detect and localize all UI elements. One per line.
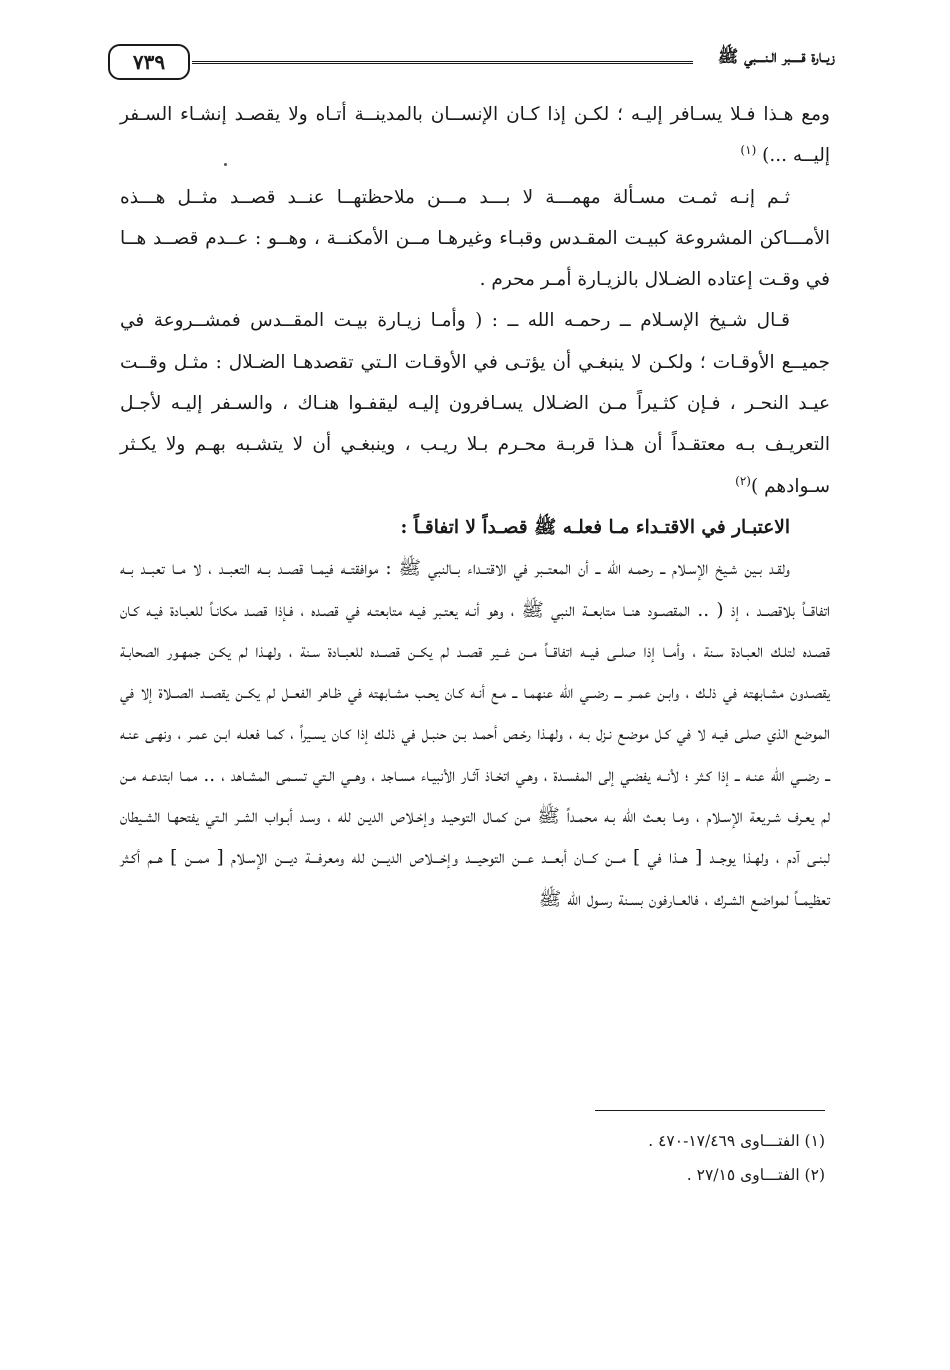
- footnote-2: (٢) الفتـــاوى ٢٧/١٥ .: [686, 1166, 825, 1184]
- page-number: ٧٣٩: [108, 44, 190, 80]
- paragraph-3-text: قـال شـيخ الإسـلام ــ رحمـه الله ــ : ( وأمـا زيـارة بيـت المقــدس فمشــروعة في جميــع الأوقـات ؛ ولكـن لا ينبغـي أن يؤتـى في الأوقـات الـتي تقصدهـا الضـلال : مثـل وقــت عيـد النحـر ، فـإن كثـيراً مـن الضـلال يسـافرون إليـه ليقفـوا هنـاك ، والسـفر إليـه لأجـل التعريـف بـه معتقـداً أن هـذا قربـة محـرم بـلا ريـب ، وينبغـي أن لا يتشـبه بهـم ولا يكـثر سـوادهم ): [120, 310, 830, 497]
- footnotes: [120, 1124, 825, 1192]
- scan-speck: [224, 163, 227, 166]
- footnote-separator: [595, 1110, 825, 1111]
- header-rule: [192, 61, 693, 64]
- section-heading: الاعتبـار في الاقتـداء مـا فعلـه ﷺ قصـداً لا اتفاقـاً :: [400, 516, 790, 538]
- paragraph-1-text: ومع هـذا فـلا يسـافر إليـه ؛ لكـن إذا كـان الإنســان بالمدينــة أتـاه ولا يقصـد إنشـاء السـفر إليــه ...): [120, 104, 830, 167]
- page-header: [108, 40, 835, 84]
- footnote-ref-2[interactable]: (٢): [735, 473, 751, 488]
- paragraph-4: ولقـد بـين شـيخ الإسـلام ــ رحمـه الله ــ أن المعتــبر في الاقتــداء بــالنبي ﷺ : موافقتــه فيمــا قصــد بــه التعبــد ، لا مــا تعبــد بــه اتفاقــاً بلاقصــد ، إذ ( .. المقصــود هنــا متابعــة النبي ﷺ ، وهو أنـه يعتـبر فيـه متابعتـه في قصـده ، فـإذا قصـد مكانـاً للعبـادة فيـه كـان قصـده لتلـك العبـادة سـنة ، وأمــا إذا صلــى فيــه اتفاقــاً مــن غــير قصــد لم يكــن قصــده للعبــادة سـنة ، ولهـذا لم يكـن جمهـور الصحابـة يقصـدون مشـابهته في ذلـك ، وابـن عمــر ـــ رضــي الله عنهمـا ــ مـع أنـه كـان يحـب مشـابهته في ظـاهر الفعــل لم يكــن يقصــد الصــلاة إلا في الموضع الذي صلـى فيـه لا في كـل موضـع نـزل بـه ، ولهـذا رخـص أحمـد بـن حنبـل في ذلـك إذا كـان يسـيراً ، كمـا فعلـه ابـن عمـر ، ونهـى عنـه ــ رضــي الله عنـه ــ إذا كـثر ؛ لأنــه يفضـي إلى المفسـدة ، وهـي اتخـاذ آثـار الأنبيـاء مسـاجد ، وهــي الـتي تسـمى المشـاهد ، .. ممـا ابتدعـه مـن لم يعـرف شـريعة الإسـلام ، ومـا بعـث الله بـه محمـداً ﷺ مـن كمـال التوحيـد وإخـلاص الديـن لله ، وسـد أبـواب الشـر الـتي يفتحهـا الشـيطان لبنـى آدم ، ولهـذا يوجــد [ هــذا في ] مـــن كـــان أبعـــد عـــن التوحيـــد وإخـــلاص الديـــن لله ومعرفـــة ديـــن الإسـلام [ ممــن ] هــم أكـثر تعظيمــاً لمواضـع الشـرك ، فالعــارفون بسـنة رسـول الله ﷺ: [120, 558, 830, 910]
- footnote-1: (١) الفتـــاوى ١٧/٤٦٩-٤٧٠ .: [648, 1132, 825, 1150]
- body-text: [120, 94, 830, 920]
- paragraph-3: [120, 300, 830, 506]
- paragraph-2: ثـم إنـه ثمـت مسـألة مهمـــة لا بـــد مـــن ملاحظتهــا عنــد قصــد مثــل هـــذه الأمـــاكن المشروعة كبيـت المقـدس وقبـاء وغيرهـا مــن الأمكنــة ، وهــو : عــدم قصــد هــا في وقـت إعتاده الضـلال بالزيـارة أمـر محرم .: [120, 186, 830, 291]
- running-title: زيــارة قـــــبر الـنــــبي ﷺ: [717, 47, 835, 67]
- footnote-ref-1[interactable]: (١): [740, 143, 757, 158]
